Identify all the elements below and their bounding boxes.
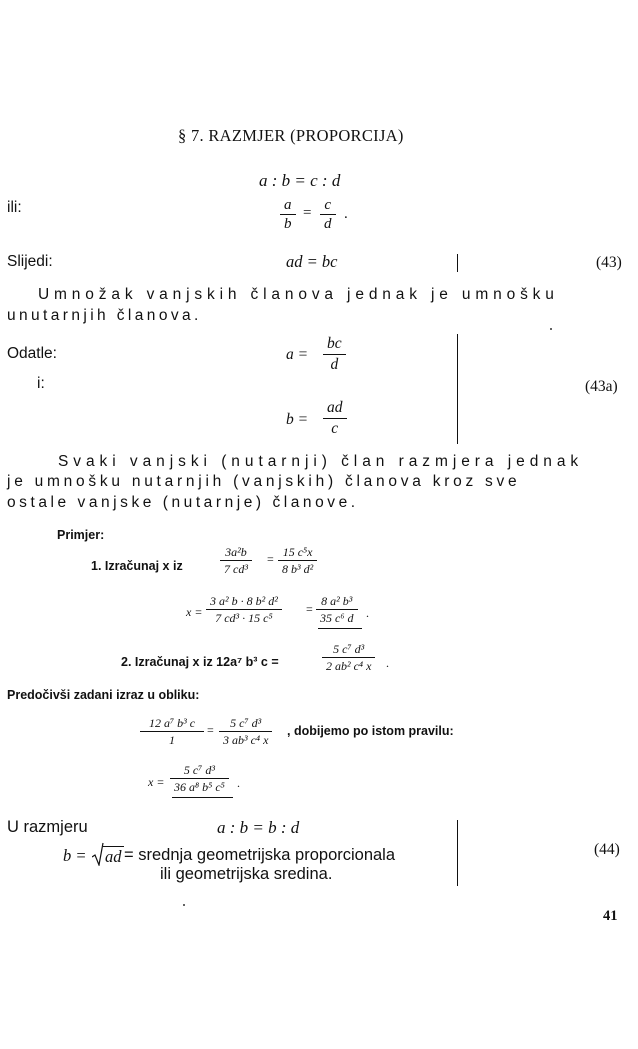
ex2c-fraction bbox=[170, 762, 229, 795]
odatle-label: Odatle: bbox=[7, 345, 57, 362]
ex1-sol-period: . bbox=[366, 606, 369, 620]
ex1-sol-frac2-den: 35 c⁶ d bbox=[320, 611, 354, 625]
ili-period: . bbox=[344, 206, 348, 222]
rule2-line2: je umnošku nutarnjih (vanjskih) članova kroz sve bbox=[7, 473, 521, 490]
main-proportion: a : b = c : d bbox=[259, 171, 341, 190]
u-razmjeru-proportion: a : b = b : d bbox=[217, 818, 300, 837]
ex2c-num: 5 c⁷ d³ bbox=[170, 762, 229, 779]
rule2-line1: Svaki vanjski (nutarnji) član razmjera jednak bbox=[58, 453, 584, 470]
i-lhs: b = bbox=[286, 411, 309, 428]
i-fraction bbox=[323, 398, 347, 439]
predocivsi-text: Predočivši zadani izraz u obliku: bbox=[7, 688, 200, 702]
ex2c-period: . bbox=[237, 776, 240, 790]
ili-fraction-c-d bbox=[320, 196, 336, 233]
ili-frac2-den: d bbox=[324, 216, 332, 232]
odatle-lhs: a = bbox=[286, 346, 309, 363]
ex2b-frac1-num: 12 a⁷ b³ c bbox=[140, 715, 204, 732]
ex2-fraction bbox=[322, 641, 375, 674]
ex1-equals: = bbox=[267, 552, 274, 566]
scan-speck bbox=[183, 904, 185, 906]
slijedi-label: Slijedi: bbox=[7, 253, 53, 270]
eq-44-separator bbox=[457, 820, 458, 886]
sqrt-radicand: ad bbox=[105, 847, 122, 866]
ex2-period: . bbox=[386, 656, 389, 670]
ex2b-tail: , dobijemo po istom pravilu: bbox=[287, 724, 454, 738]
ex2b-fraction-left bbox=[140, 715, 204, 748]
ex1-fraction-left bbox=[220, 544, 252, 577]
eq-number-43: (43) bbox=[596, 254, 622, 271]
ex1-sol-frac1-num: 3 a² b · 8 b² d² bbox=[206, 593, 282, 610]
page-number: 41 bbox=[603, 908, 618, 924]
eq-43a-separator bbox=[457, 334, 458, 444]
ex1-answer-underline bbox=[318, 628, 362, 629]
odatle-den: d bbox=[330, 356, 339, 373]
ili-equals: = bbox=[303, 205, 312, 221]
ili-frac1-num: a bbox=[280, 196, 296, 215]
ex1-sol-equals: = bbox=[306, 602, 313, 616]
srednja-text: = srednja geometrijska proporcionala bbox=[124, 846, 396, 864]
ili-label: ili: bbox=[7, 199, 22, 216]
odatle-fraction bbox=[323, 334, 346, 375]
ex1-sol-lhs: x = bbox=[186, 605, 203, 619]
primjer-heading: Primjer: bbox=[57, 528, 105, 542]
eq-number-43a: (43a) bbox=[585, 378, 618, 395]
ex2b-equals: = bbox=[207, 723, 214, 737]
ili-fraction-a-b bbox=[280, 196, 296, 233]
ex2-lead: 2. Izračunaj x iz 12a⁷ b³ c = bbox=[121, 655, 279, 669]
rule1-line2: unutarnjih članova. bbox=[7, 307, 202, 324]
ex1-sol-frac1-den: 7 cd³ · 15 c⁵ bbox=[215, 611, 273, 625]
scan-speck bbox=[550, 328, 552, 330]
ex2c-answer-underline bbox=[172, 797, 233, 798]
i-label: i: bbox=[37, 375, 45, 392]
ex2c-den: 36 a⁸ b⁵ c⁵ bbox=[174, 780, 225, 794]
slijedi-separator bbox=[457, 254, 458, 272]
b-equals: b = bbox=[63, 846, 87, 865]
ex1-frac2-den: 8 b³ d² bbox=[282, 562, 314, 576]
ex1-lead: 1. Izračunaj x iz bbox=[91, 559, 183, 573]
ex2b-frac1-den: 1 bbox=[169, 733, 175, 747]
ex2b-frac2-den: 3 ab³ c⁴ x bbox=[223, 733, 269, 747]
ex2b-frac2-num: 5 c⁷ d³ bbox=[219, 715, 272, 732]
u-razmjeru-label: U razmjeru bbox=[7, 818, 88, 836]
ex1-frac2-num: 15 c⁵x bbox=[278, 544, 317, 561]
ex2c-lhs: x = bbox=[148, 775, 165, 789]
ex1-sol-frac2-num: 8 a² b³ bbox=[316, 593, 358, 610]
eq-number-44: (44) bbox=[594, 841, 620, 858]
ex2-frac-num: 5 c⁷ d³ bbox=[322, 641, 375, 658]
odatle-num: bc bbox=[323, 334, 346, 355]
ex1-frac1-num: 3a²b bbox=[220, 544, 252, 561]
section-title: § 7. RAZMJER (PROPORCIJA) bbox=[178, 126, 404, 145]
i-num: ad bbox=[323, 398, 347, 419]
ex2b-fraction-right bbox=[219, 715, 272, 748]
ili-frac1-den: b bbox=[284, 216, 292, 232]
ex1-sol-fraction-left bbox=[206, 593, 282, 626]
ex2-frac-den: 2 ab² c⁴ x bbox=[326, 659, 372, 673]
ex1-sol-fraction-right bbox=[316, 593, 358, 626]
i-den: c bbox=[331, 420, 339, 437]
ex1-fraction-right bbox=[278, 544, 317, 577]
ili-frac2-num: c bbox=[320, 196, 336, 215]
rule1-line1: Umnožak vanjskih članova jednak je umnošku bbox=[38, 286, 559, 303]
slijedi-formula: ad = bc bbox=[286, 252, 338, 271]
rule2-line3: ostale vanjske (nutarnje) članove. bbox=[7, 494, 359, 511]
ex1-frac1-den: 7 cd³ bbox=[224, 562, 248, 576]
geometrijska-sredina-text: ili geometrijska sredina. bbox=[160, 865, 333, 883]
